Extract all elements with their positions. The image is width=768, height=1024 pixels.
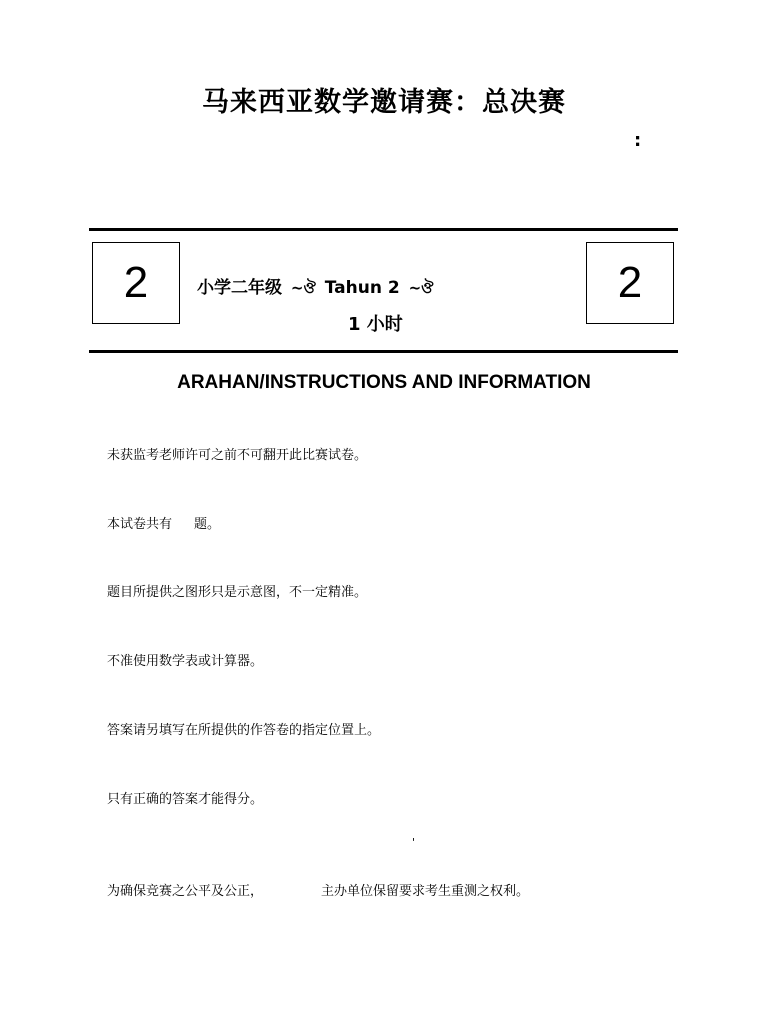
ornament-icon: ~ঔ (290, 279, 316, 297)
grade-ms-label: Tahun 2 (324, 278, 400, 298)
instruction-item: 只有正确的答案才能得分。 (107, 792, 264, 807)
bottom-divider (89, 350, 678, 353)
instruction-text-after: 主办单位保留要求考生重测之权利。 (321, 884, 530, 899)
instruction-text-before: 本试卷共有 (107, 517, 173, 532)
instruction-item: 答案请另填写在所提供的作答卷的指定位置上。 (107, 723, 381, 738)
instruction-item (107, 513, 220, 532)
stray-mark: ' (412, 836, 416, 849)
page-title: 马来西亚数学邀请赛：总决赛 (202, 87, 566, 118)
grade-box-left: 2 (92, 242, 180, 324)
instruction-item: 不准使用数学表或计算器。 (107, 654, 264, 669)
instruction-item: 题目所提供之图形只是示意图，不一定精准。 (107, 585, 368, 600)
instruction-text-before: 为确保竞赛之公平及公正， (107, 884, 264, 899)
grade-box-right: 2 (586, 242, 674, 324)
exam-duration: 1 小时 (348, 314, 403, 335)
instruction-text-after: 题。 (194, 517, 221, 532)
grade-cn-label: 小学二年级 (197, 278, 282, 298)
ornament-icon: ~ঔ (408, 279, 434, 297)
instructions-heading: ARAHAN/INSTRUCTIONS AND INFORMATION (177, 372, 591, 393)
colon-mark: : (634, 130, 642, 151)
instruction-item (107, 880, 529, 899)
instruction-item: 未获监考老师许可之前不可翻开此比赛试卷。 (107, 448, 368, 463)
grade-line (197, 273, 436, 302)
top-divider (89, 228, 678, 231)
